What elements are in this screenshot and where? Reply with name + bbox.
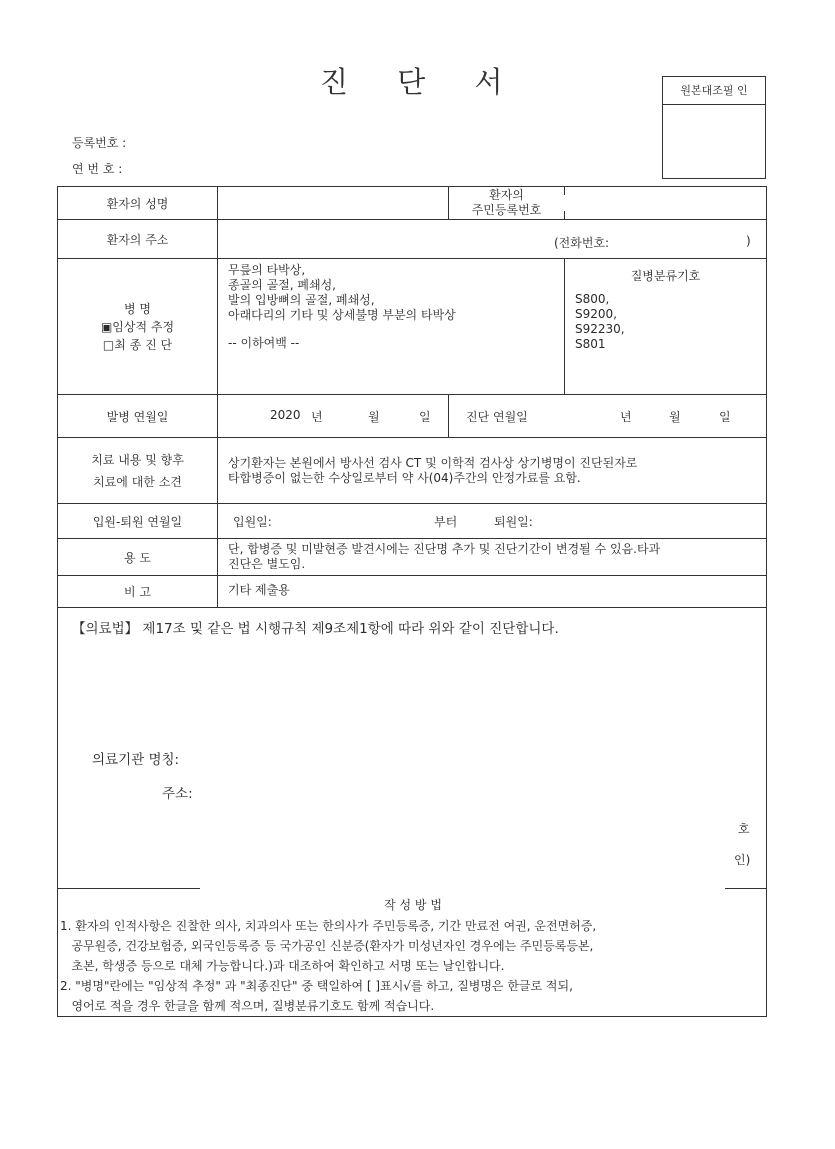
diagnosis-date-label: 진단 연월일 bbox=[466, 410, 528, 424]
treatment-label-cell: 치료 내용 및 향후 치료에 대한 소견 bbox=[58, 438, 218, 504]
patient-address-label: 환자의 주소 bbox=[58, 220, 218, 259]
seal-label: 인) bbox=[734, 853, 751, 867]
diag-month-unit: 월 bbox=[669, 410, 681, 424]
onset-month-unit: 월 bbox=[368, 410, 380, 424]
original-verification-stamp-box bbox=[662, 76, 766, 179]
registration-number-label: 등록번호 : bbox=[72, 136, 127, 150]
legal-statement: 【의료법】 제17조 및 같은 법 시행규칙 제9조제1항에 따라 위와 같이 진단합니다. bbox=[72, 621, 559, 637]
purpose-cell bbox=[218, 539, 767, 576]
treatment-opinion-cell bbox=[218, 438, 767, 504]
remarks-label: 비 고 bbox=[58, 576, 218, 608]
disease-code: S9200, bbox=[575, 307, 617, 321]
guide-line: 1. 환자의 인적사항은 진찰한 의사, 치과의사 또는 한의사가 주민등록증, 기간 만료전 여권, 운전면허증, bbox=[60, 919, 597, 933]
diagnosis-label-cell bbox=[58, 259, 218, 395]
diagnosis-line: 아래다리의 기타 및 상세불명 부분의 타박상 bbox=[228, 308, 456, 322]
redacted-issue-date bbox=[627, 673, 751, 687]
treatment-line: 상기환자는 본원에서 방사선 검사 CT 및 이학적 검사상 상기병명이 진단된자로 bbox=[228, 455, 638, 470]
end-note: -- 이하여백 -- bbox=[228, 336, 300, 350]
guide-line: 2. "병명"란에는 "임상적 추정" 과 "최종진단" 중 택일하여 [ ]표시√를 하고, 질병명은 한글로 적되, bbox=[60, 979, 573, 993]
guide-title: 작 성 방 법 bbox=[384, 898, 442, 912]
redacted-admission-date bbox=[284, 518, 429, 534]
disease-code: S801 bbox=[575, 337, 606, 351]
guide-line: 초본, 학생증 등으로 대체 가능합니다.)과 대조하여 확인하고 서명 또는 날인합니다. bbox=[60, 959, 505, 973]
disease-code: S92230, bbox=[575, 322, 625, 336]
serial-number-label: 연 번 호 : bbox=[72, 162, 123, 176]
redacted-rrn bbox=[564, 195, 659, 211]
diagnosis-date-cell bbox=[449, 395, 767, 438]
purpose-line: 진단은 별도임. bbox=[228, 557, 306, 571]
redacted-address bbox=[226, 229, 536, 245]
onset-date-cell bbox=[218, 395, 449, 438]
redacted-registration-values bbox=[145, 134, 247, 174]
redacted-name bbox=[226, 196, 279, 212]
guide-line: 공무원증, 건강보험증, 외국인등록증 등 국가공인 신분증(환자가 미성년자인 경우에는 주민등록등본, bbox=[60, 939, 594, 953]
institution-name-label: 의료기관 명칭: bbox=[92, 752, 180, 768]
guide-line: 영어로 적을 경우 한글을 함께 적으며, 질병분류기호도 함께 적습니다. bbox=[60, 999, 435, 1013]
purpose-label: 용 도 bbox=[58, 539, 218, 576]
redacted-stamp bbox=[675, 111, 749, 165]
phone-label: (전화번호: bbox=[554, 236, 610, 250]
diagnosis-names-cell bbox=[218, 259, 565, 395]
diagnosis-label: 병 명 bbox=[124, 301, 151, 316]
diag-day-unit: 일 bbox=[719, 410, 731, 424]
admit-label: 입원일: bbox=[233, 515, 272, 529]
diagnosis-line: 발의 입방뼈의 골절, 폐쇄성, bbox=[228, 293, 375, 307]
onset-year: 2020 bbox=[270, 408, 301, 422]
discharge-label: 퇴원일: bbox=[494, 515, 533, 529]
clinical-estimate-checkbox: ▣임상적 추정 bbox=[100, 319, 175, 334]
phone-close: ) bbox=[746, 234, 751, 248]
stamp-label: 원본대조필 인 bbox=[663, 77, 765, 105]
onset-date-label: 발병 연월일 bbox=[58, 395, 218, 438]
disease-code-header: 질병분류기호 bbox=[630, 269, 701, 283]
disease-code: S800, bbox=[575, 292, 610, 306]
patient-rrn-label: 환자의 주민등록번호 bbox=[449, 187, 565, 220]
diagnosis-line: 종골의 골절, 폐쇄성, bbox=[228, 278, 336, 292]
diag-year-unit: 년 bbox=[620, 410, 632, 424]
ho-label: 호 bbox=[738, 822, 750, 836]
onset-day-unit: 일 bbox=[419, 410, 431, 424]
disease-code-cell bbox=[565, 259, 767, 395]
diagnosis-line: 무릎의 타박상, bbox=[228, 263, 306, 277]
treatment-line: 타합병증이 없는한 수상일로부터 약 사(04)주간의 안정가료를 요함. bbox=[228, 470, 581, 485]
redacted-phone bbox=[637, 235, 741, 250]
institution-address-label: 주소: bbox=[162, 786, 193, 802]
writing-guide-cell bbox=[58, 889, 767, 1017]
from-label: 부터 bbox=[434, 515, 458, 529]
onset-year-unit: 년 bbox=[311, 410, 323, 424]
remarks-value: 기타 제출용 bbox=[218, 576, 767, 608]
redacted-institution-info bbox=[200, 741, 725, 894]
admission-label: 입원-퇴원 연월일 bbox=[58, 504, 218, 539]
purpose-line: 단, 합병증 및 미발현증 발견시에는 진단명 추가 및 진단기간이 변경될 수 있음.타과 bbox=[228, 542, 661, 556]
patient-name-label: 환자의 성명 bbox=[58, 187, 218, 220]
document-title: 진 단 서 bbox=[320, 65, 523, 99]
final-diagnosis-checkbox: □최 종 진 단 bbox=[102, 337, 173, 352]
redacted-discharge-date bbox=[555, 518, 703, 534]
